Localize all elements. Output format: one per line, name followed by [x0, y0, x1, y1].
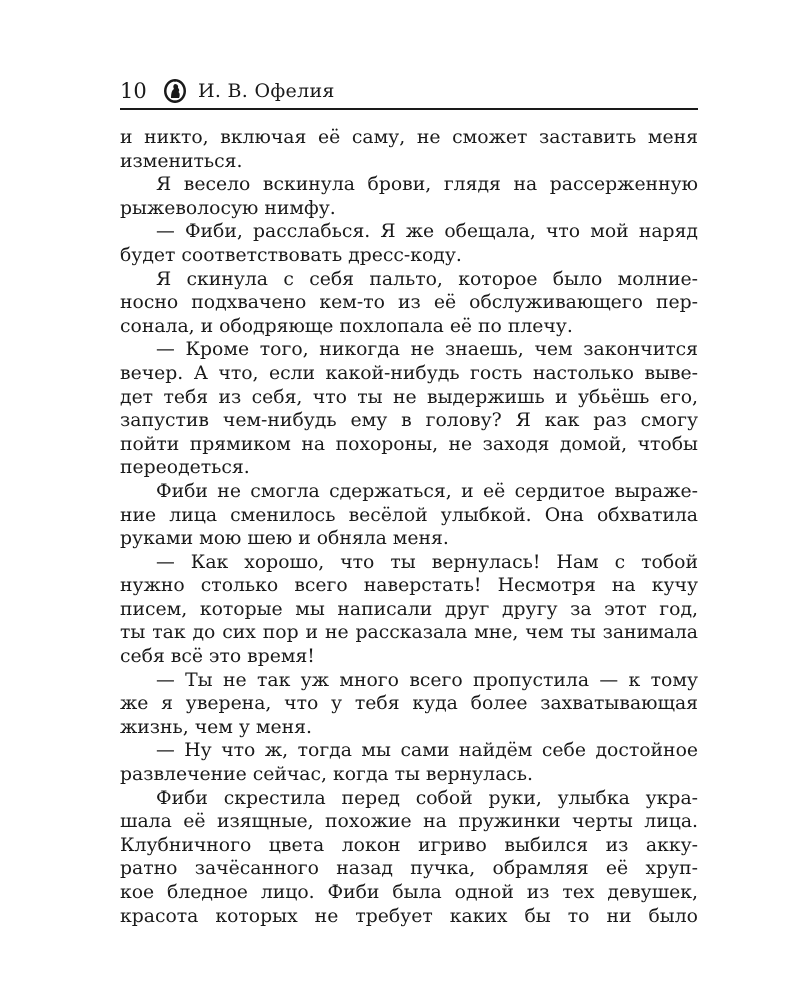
text-line: жизнь, чем у меня.	[120, 716, 312, 738]
text-line: ратно зачёсанного назад пучка, обрамляя её хруп-	[120, 858, 698, 880]
text-line: руками мою шею и обняла меня.	[120, 528, 449, 550]
text-line: — Фиби, расслабься. Я же обещала, что мой наряд	[156, 221, 698, 243]
page-number: 10	[120, 78, 147, 103]
body-text	[120, 126, 698, 928]
text-line: переодеться.	[120, 457, 250, 479]
text-line: — Как хорошо, что ты вернулась! Нам с тобой	[156, 551, 698, 573]
text-line: — Ты не так уж много всего пропустила — к тому	[156, 669, 698, 691]
text-line: Фиби не смогла сдержаться, и её сердитое выраже-	[156, 480, 698, 502]
text-line: ние лица сменилось весёлой улыбкой. Она обхватила	[120, 504, 698, 526]
text-line: развлечение сейчас, когда ты вернулась.	[120, 764, 534, 786]
text-line: запустив чем-нибудь ему в голову? Я как раз смогу	[120, 410, 698, 432]
text-line: Клубничного цвета локон игриво выбился из акку-	[120, 834, 698, 856]
text-line: Я весело вскинула брови, глядя на рассерженную	[156, 174, 698, 196]
text-line: себя всё это время!	[120, 646, 315, 668]
text-line: шала её изящные, похожие на пружинки черты лица.	[120, 811, 698, 833]
text-line: пойти прямиком на похороны, не заходя домой, чтобы	[120, 433, 698, 455]
text-line: нужно столько всего наверстать! Несмотря на кучу	[120, 575, 698, 597]
text-line: красота которых не требует каких бы то ни было	[120, 905, 698, 927]
text-line: ты так до сих пор и не рассказала мне, чем ты занимала	[120, 622, 698, 644]
text-line: писем, которые мы написали друг другу за этот год,	[120, 598, 698, 620]
text-line: сонала, и ободряюще похлопала её по плечу.	[120, 315, 573, 337]
cameo-portrait-icon	[162, 78, 188, 104]
text-line: дет тебя из себя, что ты не выдержишь и убьёшь его,	[120, 386, 698, 408]
text-line: Фиби скрестила перед собой руки, улыбка укра-	[156, 787, 698, 809]
text-line: носно подхвачено кем-то из её обслуживающего пер-	[120, 292, 698, 314]
text-line: Я скинула с себя пальто, которое было молние-	[156, 268, 698, 290]
text-line: будет соответствовать дресс-коду.	[120, 244, 462, 266]
text-line: и никто, включая её саму, не сможет заставить меня	[120, 127, 698, 148]
text-line: кое бледное лицо. Фиби была одной из тех девушек,	[120, 882, 698, 903]
text-line: — Кроме того, никогда не знаешь, чем закончится	[156, 339, 698, 361]
text-line: — Ну что ж, тогда мы сами найдём себе достойное	[156, 740, 698, 762]
text-line: же я уверена, что у тебя куда более захватывающая	[120, 693, 698, 715]
text-line: рыжеволосую нимфу.	[120, 197, 336, 219]
text-line: вечер. А что, если какой-нибудь гость настолько выве-	[120, 362, 698, 384]
running-title: И. В. Офелия	[198, 80, 335, 102]
text-line: измениться.	[120, 150, 243, 172]
running-header	[120, 74, 698, 110]
